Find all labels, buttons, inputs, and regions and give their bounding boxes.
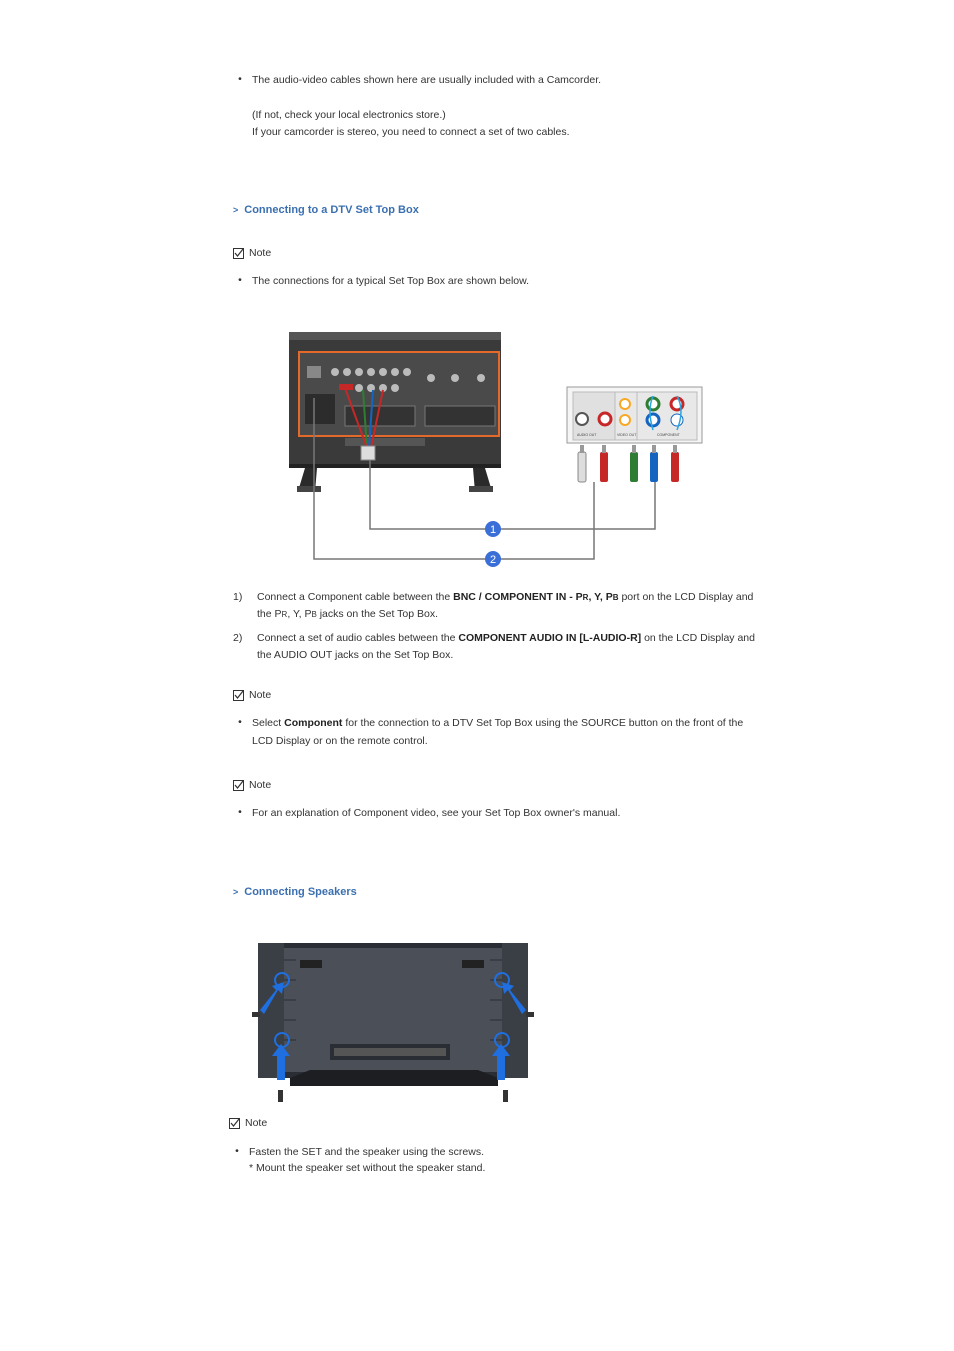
note-header bbox=[233, 247, 271, 259]
intro-text: The audio-video cables shown here are usually included with a Camcorder. bbox=[252, 74, 602, 86]
stb-component-label: COMPONENT bbox=[657, 433, 680, 437]
speaker-mounting-photo bbox=[250, 940, 540, 1105]
note-label: Note bbox=[249, 689, 272, 701]
note-2-text-2: LCD Display or on the remote control. bbox=[252, 735, 428, 747]
heading-arrow-icon: > bbox=[233, 887, 239, 897]
speaker-note-text-2: * Mount the speaker set without the speaker stand. bbox=[249, 1162, 486, 1174]
bullet-dot: • bbox=[238, 73, 242, 85]
intro-text-2: (If not, check your local electronics store.) bbox=[252, 109, 446, 121]
section-title: Connecting to a DTV Set Top Box bbox=[244, 204, 419, 216]
note-2-text: Select Component for the connection to a DTV Set Top Box using the SOURCE button on the front of the bbox=[252, 717, 744, 729]
step-1-text-2: the PR, Y, PB jacks on the Set Top Box. bbox=[257, 608, 439, 620]
checkbox-icon bbox=[233, 690, 244, 701]
callout-2-label: 2 bbox=[489, 554, 497, 566]
note-text: The connections for a typical Set Top Box are shown below. bbox=[252, 275, 530, 287]
note-label: Note bbox=[249, 779, 272, 791]
stb-video-label: VIDEO OUT bbox=[617, 433, 637, 437]
note-header-4 bbox=[229, 1117, 267, 1129]
component-cable-line bbox=[370, 460, 655, 529]
intro-text-3: If your camcorder is stereo, you need to connect a set of two cables. bbox=[252, 126, 570, 138]
note-header-3 bbox=[233, 779, 271, 791]
checkbox-icon bbox=[229, 1118, 240, 1129]
note-label: Note bbox=[245, 1117, 268, 1129]
heading-arrow-icon: > bbox=[233, 205, 239, 215]
step-2-text: Connect a set of audio cables between the COMPONENT AUDIO IN [L-AUDIO-R] on the LCD Display and bbox=[257, 632, 755, 644]
step-2-number: 2) bbox=[233, 632, 243, 644]
note-header-2 bbox=[233, 689, 271, 701]
rca-plugs bbox=[578, 445, 679, 482]
stb-connection-diagram bbox=[285, 330, 710, 570]
bullet-dot: • bbox=[238, 806, 242, 818]
speaker-note-text: Fasten the SET and the speaker using the screws. bbox=[249, 1146, 485, 1158]
bullet-dot: • bbox=[238, 274, 242, 286]
stb-audio-label: AUDIO OUT bbox=[577, 433, 597, 437]
checkbox-icon bbox=[233, 248, 244, 259]
section-title: Connecting Speakers bbox=[244, 886, 357, 898]
step-1-text: Connect a Component cable between the BNC / COMPONENT IN - PR, Y, PB port on the LCD Display and bbox=[257, 591, 754, 603]
callout-1-label: 1 bbox=[489, 524, 497, 536]
step-1-number: 1) bbox=[233, 591, 243, 603]
section-heading-speakers bbox=[233, 886, 357, 898]
note-label: Note bbox=[249, 247, 272, 259]
note-3-text: For an explanation of Component video, see your Set Top Box owner's manual. bbox=[252, 807, 621, 819]
bullet-dot: • bbox=[235, 1145, 239, 1157]
section-heading-stb bbox=[233, 204, 419, 216]
bullet-dot: • bbox=[238, 716, 242, 728]
step-2-text-2: the AUDIO OUT jacks on the Set Top Box. bbox=[257, 649, 454, 661]
checkbox-icon bbox=[233, 780, 244, 791]
